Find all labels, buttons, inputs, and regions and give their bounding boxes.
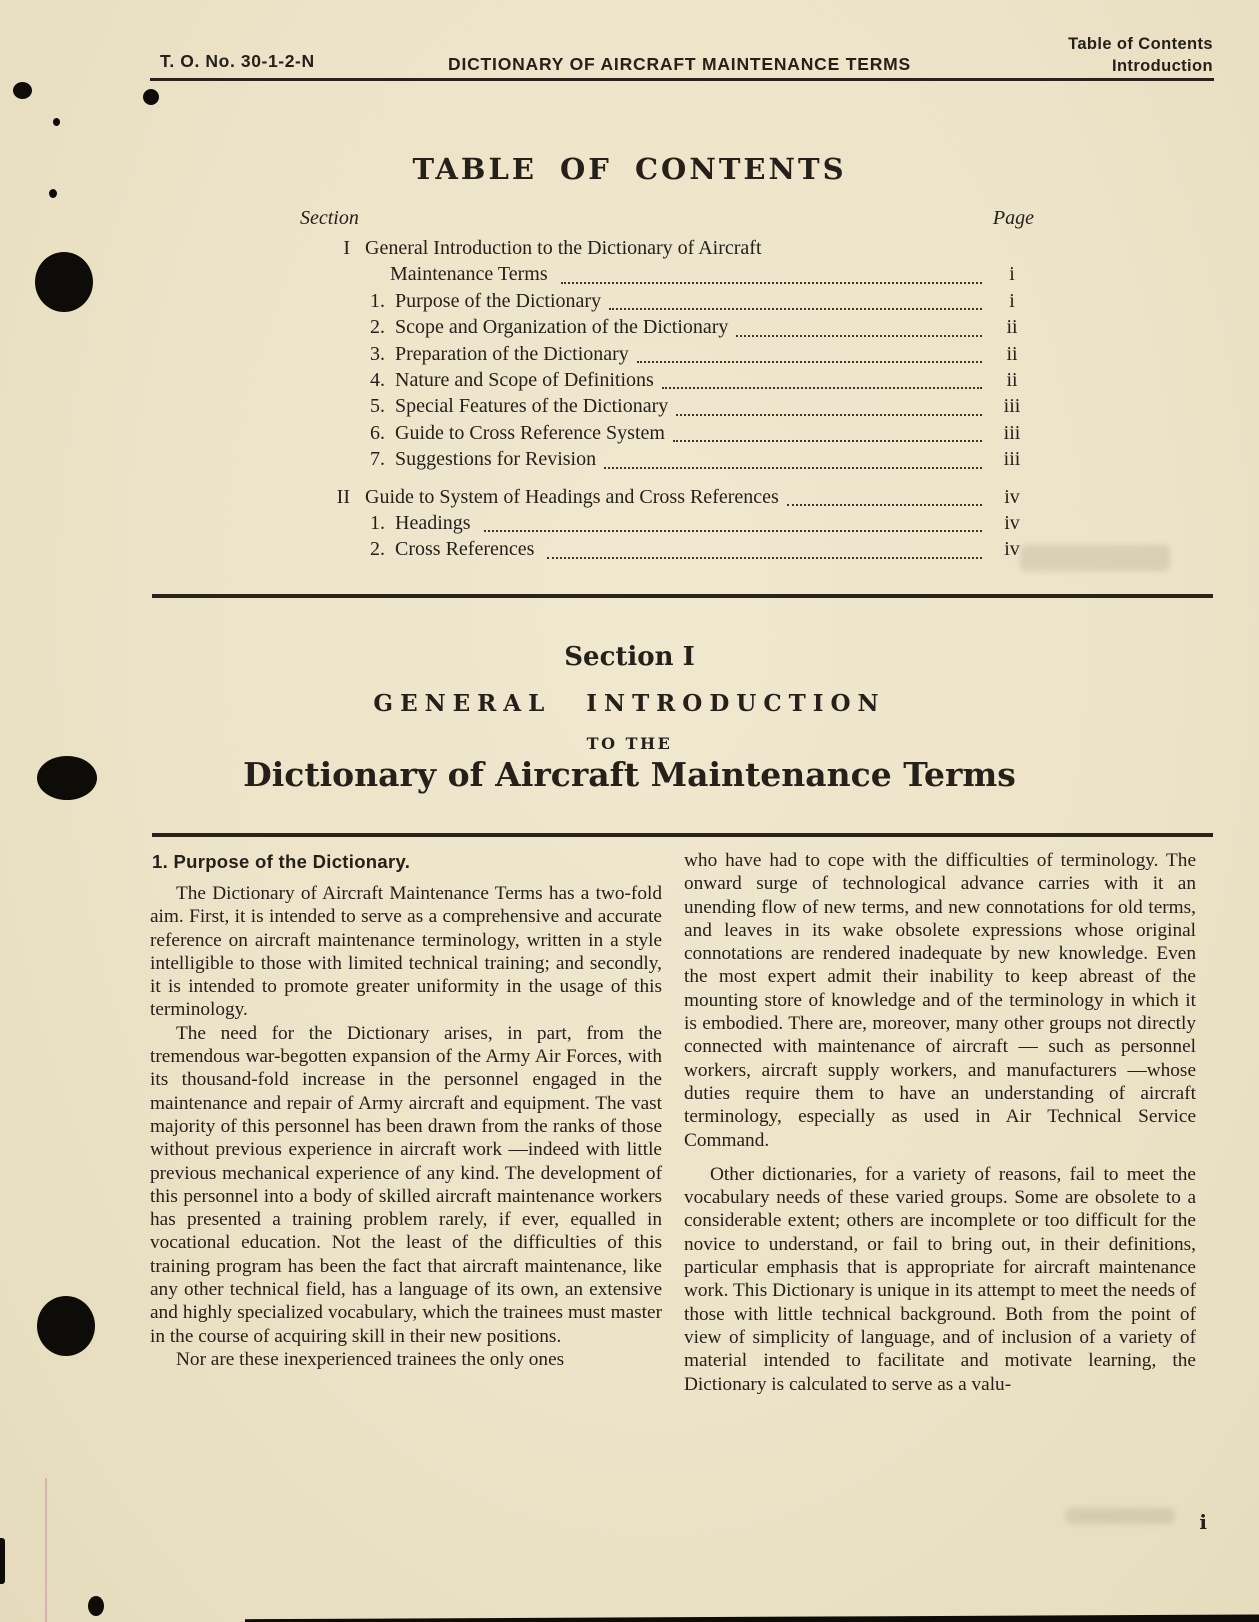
left-paragraphs [150,882,662,1371]
toc-col-section: Section [300,207,359,229]
toc-entry-number: 4. [370,368,385,391]
toc-entry-label: Scope and Organization of the Dictionary [395,316,729,339]
toc-entry-number: 1. [370,511,385,534]
toc-entry-page: i [1009,263,1015,286]
scan-artifact-line [45,1478,47,1622]
toc-entry-label: Preparation of the Dictionary [395,342,629,365]
body-paragraph: The need for the Dictionary arises, in part, from the tremendous war-begotten expansion of the Army Air Forces, with its thousand-fold increase in the personnel engaged in the maintenance and repair of Army aircraft and equipment. The vast majority of this personnel has been drawn from the ranks of those without previous experience in aircraft work —indeed with little previous mechanical experience of any kind. The development of this personnel into a body of skilled aircraft maintenance workers has presented a training problem rarely, if ever, equalled in vocational education. Not the least of the difficulties of this training program has been the fact that aircraft maintenance, like any other technical field, has a language of its own, an extensive and highly specialized vocabulary, which the trainees must master in the course of acquiring skill in their new positions. [150,1022,662,1347]
toc-title: TABLE OF CONTENTS [412,152,847,186]
body-divider-rule [152,833,1213,837]
technical-order-number: T. O. No. 30-1-2-N [160,51,315,71]
section-title-line3: Dictionary of Aircraft Maintenance Terms [243,755,1016,794]
header-label-contents: Table of Contents [1068,35,1213,53]
scan-edge-bottom [245,1612,1259,1622]
toc-dot-leader [787,504,982,506]
header-label-introduction: Introduction [1111,57,1213,75]
section-divider-rule [152,594,1213,598]
toc-entry-number: 6. [370,421,385,444]
header-page-labels [1068,33,1213,77]
toc-dot-leader [484,530,982,532]
toc-entry-page: iv [1004,485,1020,508]
body-paragraph: Nor are these inexperienced trainees the only ones [176,1348,565,1370]
toc-dot-leader [561,282,982,284]
page-number: i [1199,1510,1207,1534]
toc-row [300,290,1034,316]
toc-entry-page: iv [1004,538,1020,561]
section-title-line1: GENERAL INTRODUCTION [373,690,886,717]
toc-entry-page: iii [1003,395,1021,418]
ink-dot [88,1596,104,1616]
toc-dot-leader [609,308,982,310]
document-title-header: DICTIONARY OF AIRCRAFT MAINTENANCE TERMS [448,54,912,74]
toc-entry-page: iii [1003,448,1021,471]
toc-entry-number: 5. [370,395,385,418]
toc-entry-number: II [336,485,350,508]
toc-dot-leader [662,387,982,389]
toc-row [300,486,1034,512]
table-of-contents [300,207,1034,565]
toc-dot-leader [547,557,982,559]
toc-entry-page: i [1009,289,1015,312]
toc-column-headers [300,207,1034,237]
toc-row [300,512,1034,538]
toc-entry-page: ii [1006,368,1018,391]
toc-entry-number: 2. [370,316,385,339]
toc-entry-page: iii [1003,421,1021,444]
toc-dot-leader [676,414,982,416]
body-column-right [684,849,1196,1396]
toc-dot-leader [736,335,982,337]
toc-dot-leader [673,440,982,442]
toc-col-page: Page [992,207,1034,229]
toc-row [300,422,1034,448]
toc-entry-label: Nature and Scope of Definitions [395,368,654,391]
toc-rows [300,237,1034,565]
toc-row [300,395,1034,421]
toc-entry-label: Guide to Cross Reference System [395,421,665,444]
toc-row [300,448,1034,474]
header-rule [150,78,1214,81]
toc-entry-page: iv [1004,511,1020,534]
toc-entry-number: 7. [370,448,385,471]
toc-row [300,538,1034,564]
toc-entry-label: Purpose of the Dictionary [395,289,602,312]
body-paragraph: who have had to cope with the difficulties of terminology. The onward surge of technological advance carries with it an unending flow of new terms, and new connotations for old terms, and leaves in its wake obsolete expressions whose original connotations are rendered inadequate by new knowledge. Even the most expert admit their inability to keep abreast of the mounting store of knowledge and of the terminology in which it is embodied. There are, moreover, many other groups not directly connected with maintenance of aircraft — such as personnel workers, aircraft supply workers, and manufacturers —whose duties require them to have an understanding of aircraft terminology, especially as used in Air Technical Service Command. [684,850,1196,1151]
body-subsection-heading: 1. Purpose of the Dictionary. [152,851,411,872]
toc-entry-number: 3. [370,342,385,365]
toc-entry-page: ii [1006,316,1018,339]
toc-entry-label: Guide to System of Headings and Cross References [365,485,779,508]
body-column-left [150,849,662,1371]
toc-dot-leader [637,361,982,363]
ink-dot [49,189,57,198]
toc-row [300,237,1034,263]
right-paragraphs [684,849,1196,1396]
toc-row [300,343,1034,369]
toc-entry-number: I [343,237,350,259]
body-paragraph: The Dictionary of Aircraft Maintenance Terms has a two-fold aim. First, it is intended to serve as a comprehensive and accurate reference on aircraft maintenance terminology, written in a style intelligible to those with limited technical training; and secondly, it is intended to promote greater uniformity in the usage of this terminology. [150,883,662,1021]
toc-entry-label: General Introduction to the Dictionary of Aircraft [365,237,762,259]
bleed-through-smudge [1020,545,1170,571]
toc-entry-label: Headings [395,511,476,534]
toc-row [300,316,1034,342]
scan-edge-left [0,1538,5,1584]
toc-row [300,263,1034,289]
ink-dot [13,82,32,99]
section-kicker: Section I [564,642,695,672]
toc-entry-label: Suggestions for Revision [395,448,597,471]
toc-entry-number: 1. [370,289,385,312]
bleed-through-smudge [1065,1508,1175,1524]
toc-entry-number: 2. [370,538,385,561]
toc-entry-page: ii [1006,342,1018,365]
ink-dot [53,118,60,126]
toc-entry-label: Special Features of the Dictionary [395,395,669,418]
body-paragraph: Other dictionaries, for a variety of reasons, fail to meet the vocabulary needs of these varied groups. Some are obsolete to a considerable extent; others are incomplete or too difficult for the novice to understand, or fail to bring out, in their definitions, particular emphasis that is appropriate for aircraft maintenance work. This Dictionary is unique in its attempt to meet the needs of those with little technical background. Both from the point of view of simplicity of language, and of inclusion of a variety of material intended to facilitate and motivate learning, the Dictionary is calculated to serve as a valu- [684,1163,1196,1395]
punch-hole [35,252,93,312]
toc-row [300,369,1034,395]
ink-dot [143,89,159,105]
section-title-line2: TO THE [586,734,673,753]
toc-dot-leader [604,467,982,469]
punch-hole [37,1296,95,1356]
toc-entry-label: Cross References [395,538,540,561]
toc-entry-label: Maintenance Terms [390,263,553,286]
